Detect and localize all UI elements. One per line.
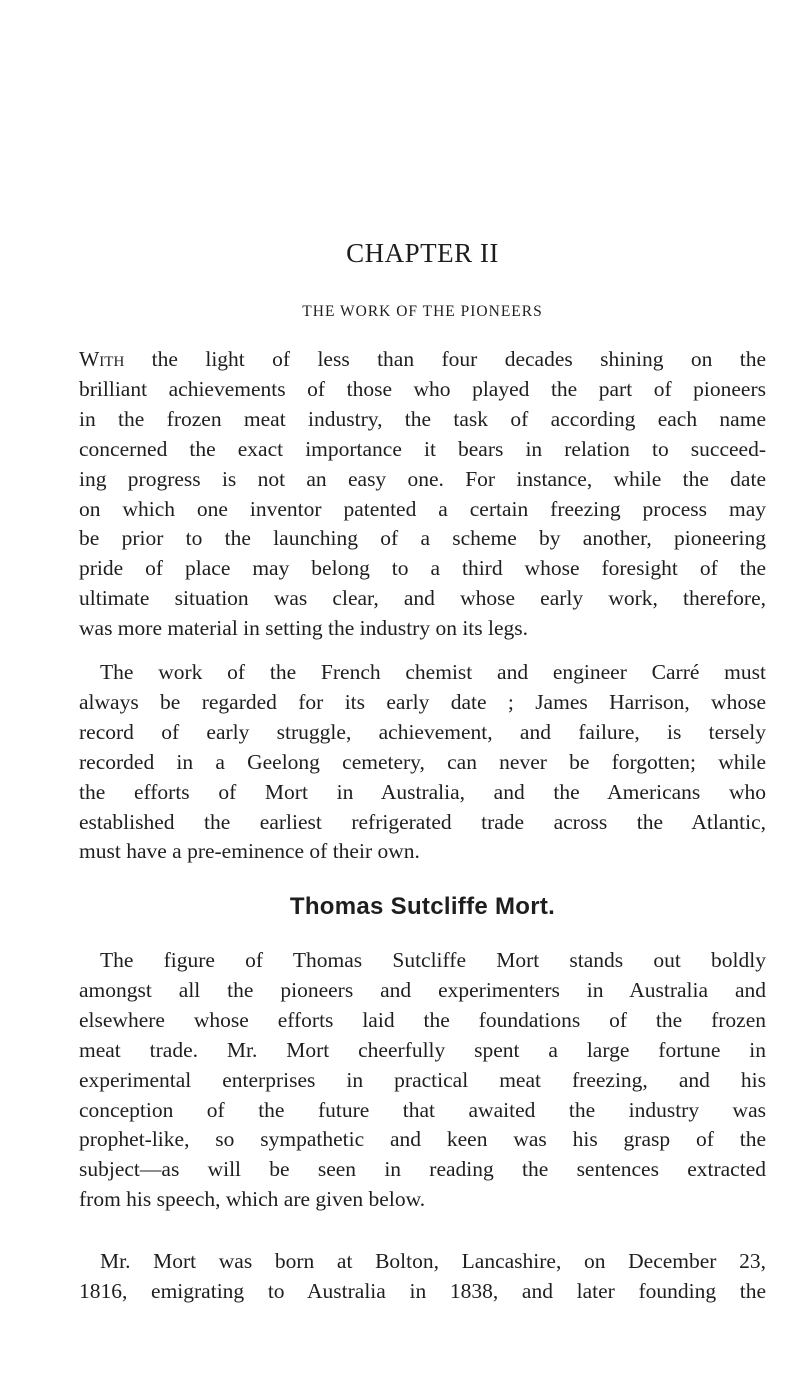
- paragraph-line: pride of place may belong to a third whose foresight of the: [79, 556, 766, 581]
- paragraph-line: subject—as will be seen in reading the sentences extracted: [79, 1157, 766, 1182]
- paragraph-line: prophet-like, so sympathetic and keen was his grasp of the: [79, 1127, 766, 1152]
- paragraph-line: always be regarded for its early date ; James Harrison, whose: [79, 689, 766, 714]
- paragraph-line: ing progress is not an easy one. For instance, while the date: [79, 466, 766, 491]
- chapter-title: THE WORK OF THE PIONEERS: [302, 303, 543, 320]
- chapter-heading: CHAPTER II: [346, 238, 499, 268]
- paragraph-line: With the light of less than four decades shining on the: [79, 347, 766, 371]
- paragraph-intro: [79, 345, 766, 644]
- paragraph-line: conception of the future that awaited the industry was: [79, 1097, 766, 1122]
- paragraph-line: be prior to the launching of a scheme by another, pioneering: [79, 526, 766, 551]
- paragraph-line: elsewhere whose efforts laid the foundations of the frozen: [79, 1007, 766, 1032]
- paragraph-line: amongst all the pioneers and experimenters in Australia and: [79, 977, 766, 1002]
- paragraph-pioneers: [79, 658, 766, 867]
- paragraph-line: Mr. Mort was born at Bolton, Lancashire, on December 23,: [100, 1249, 766, 1273]
- paragraph-line: concerned the exact importance it bears in relation to succeed-: [79, 436, 766, 461]
- paragraph-line: ultimate situation was clear, and whose early work, therefore,: [79, 586, 766, 611]
- paragraph-line: record of early struggle, achievement, and failure, is tersely: [79, 719, 766, 744]
- paragraph-line: established the earliest refrigerated trade across the Atlantic,: [79, 809, 766, 834]
- drop-word: With: [79, 347, 125, 371]
- paragraph-line: meat trade. Mr. Mort cheerfully spent a large fortune in: [79, 1037, 766, 1062]
- paragraph-line: from his speech, which are given below.: [79, 1187, 426, 1212]
- paragraph-line: The work of the French chemist and engineer Carré must: [100, 660, 766, 684]
- paragraph-line: the efforts of Mort in Australia, and the Americans who: [79, 779, 766, 804]
- paragraph-line: 1816, emigrating to Australia in 1838, and later founding the: [79, 1278, 766, 1303]
- paragraph-line: on which one inventor patented a certain freezing process may: [79, 496, 766, 521]
- book-page: [79, 0, 766, 1400]
- paragraph-line: experimental enterprises in practical meat freezing, and his: [79, 1067, 766, 1092]
- paragraph-biography: [79, 1247, 766, 1307]
- paragraph-line: was more material in setting the industry on its legs.: [79, 616, 529, 641]
- paragraph-line: in the frozen meat industry, the task of according each name: [79, 406, 766, 431]
- paragraph-line: brilliant achievements of those who played the part of pioneers: [79, 376, 766, 401]
- paragraph-line: The figure of Thomas Sutcliffe Mort stands out boldly: [100, 948, 766, 972]
- section-subheading: Thomas Sutcliffe Mort.: [289, 893, 556, 920]
- paragraph-line: recorded in a Geelong cemetery, can never be forgotten; while: [79, 749, 766, 774]
- paragraph-mort: [79, 946, 766, 1215]
- paragraph-line: must have a pre-eminence of their own.: [79, 839, 420, 864]
